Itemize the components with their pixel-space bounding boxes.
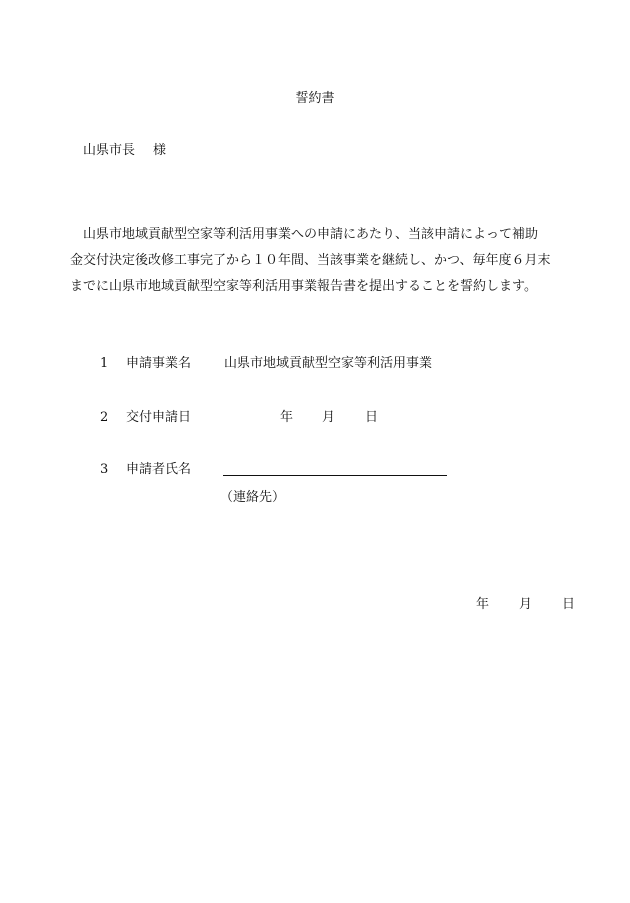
- document-title: 誓約書: [295, 91, 335, 106]
- pledge-paragraph: [70, 222, 585, 300]
- pledge-line: 金交付決定後改修工事完了から１０年間、当該事業を継続し、かつ、毎年度６月末: [70, 253, 551, 268]
- application-date-day: 日: [365, 410, 379, 425]
- addressee-honorific: 様: [153, 143, 167, 158]
- signature-date-month: 月: [519, 597, 533, 612]
- application-date-month: 月: [322, 410, 336, 425]
- contact-label: （連絡先）: [220, 490, 286, 505]
- applicant-name-line: [223, 475, 447, 476]
- pledge-line: 山県市地域貢献型空家等利活用事業への申請にあたり、当該申請によって補助: [70, 227, 539, 242]
- item-number-3: 3: [100, 462, 109, 477]
- addressee: [83, 143, 166, 159]
- addressee-name: 山県市長: [83, 143, 136, 158]
- item-value-project-name: 山県市地域貢献型空家等利活用事業: [224, 356, 433, 371]
- pledge-line: までに山県市地域貢献型空家等利活用事業報告書を提出することを誓約します。: [70, 279, 537, 294]
- item-label-application-date: 交付申請日: [126, 410, 192, 425]
- signature-date-year: 年: [476, 597, 490, 612]
- application-date-year: 年: [280, 410, 294, 425]
- item-number-2: 2: [100, 410, 109, 425]
- item-label-applicant-name: 申請者氏名: [126, 462, 192, 477]
- item-label-project-name: 申請事業名: [126, 356, 192, 371]
- item-number-1: 1: [100, 356, 109, 371]
- signature-date-day: 日: [562, 597, 576, 612]
